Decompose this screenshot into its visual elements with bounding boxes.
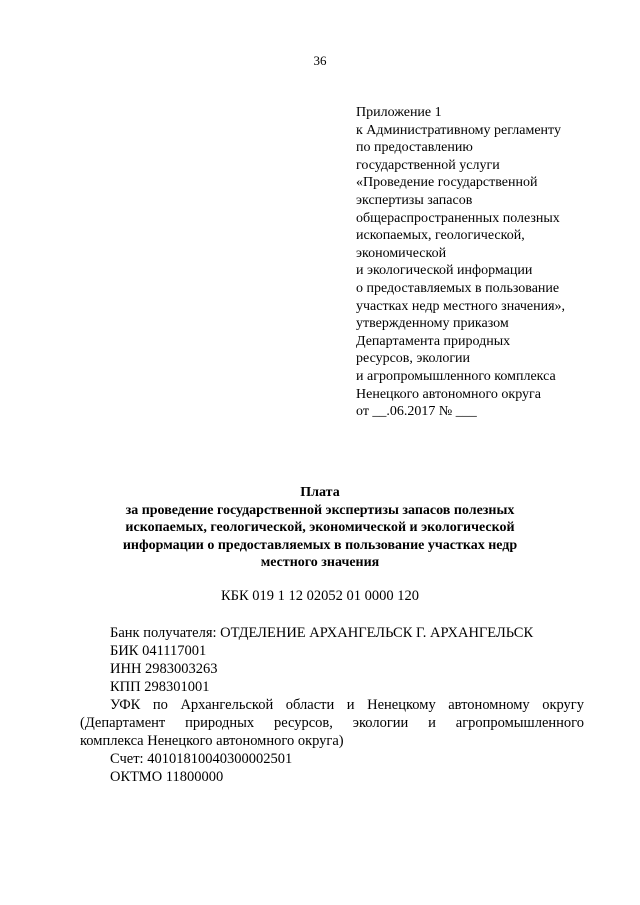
recipient-block [80, 696, 584, 750]
appendix-line: ресурсов, экологии [356, 351, 471, 367]
title-line: местного значения [260, 555, 380, 570]
bank-name: Банк получателя: ОТДЕЛЕНИЕ АРХАНГЕЛЬСК Г. АРХАНГЕЛЬСК [110, 625, 534, 641]
title-line: ископаемых, геологической, экономической и экологической [125, 520, 515, 535]
appendix-line: экспертизы запасов [356, 192, 473, 208]
appendix-line: Департамента природных [356, 333, 511, 349]
appendix-line: к Административному регламенту [356, 122, 561, 138]
appendix-line: общераспространенных полезных [356, 210, 560, 226]
title-line: информации о предоставляемых в пользование участках недр [122, 537, 518, 553]
appendix-line: по предоставлению [356, 140, 473, 156]
appendix-line: утвержденному приказом [356, 316, 509, 332]
appendix-line: «Проведение государственной [356, 175, 538, 191]
appendix-block [356, 104, 626, 421]
bik: БИК 041117001 [110, 643, 207, 659]
recipient-line: комплекса Ненецкого автономного округа) [80, 733, 344, 749]
oktmo-code: ОКТМО 11800000 [110, 769, 224, 785]
account-details [110, 750, 292, 786]
appendix-line: государственной услуги [356, 157, 500, 173]
bank-details [110, 624, 533, 696]
document-title [100, 484, 540, 572]
recipient-line: УФК по Архангельской области и Ненецкому автономному округу [110, 697, 584, 713]
appendix-line: Приложение 1 [356, 105, 442, 120]
appendix-line: о предоставляемых в пользование [356, 280, 560, 296]
title-line: Плата [300, 485, 340, 500]
account-number: Счет: 40101810040300002501 [110, 751, 293, 767]
appendix-line: и агропромышленного комплекса [356, 368, 556, 384]
appendix-line: от __.06.2017 № ___ [356, 404, 477, 420]
appendix-line: и экологической информации [356, 263, 533, 279]
inn: ИНН 2983003263 [110, 661, 218, 677]
appendix-line: участках недр местного значения», [356, 298, 566, 314]
appendix-line: ископаемых, геологической, [356, 228, 525, 244]
kbk-code: КБК 019 1 12 02052 01 0000 120 [220, 588, 420, 604]
title-line: за проведение государственной экспертизы запасов полезных [125, 502, 515, 518]
appendix-line: экономической [356, 245, 447, 261]
kpp: КПП 298301001 [110, 679, 210, 695]
recipient-line: (Департамент природных ресурсов, экологии и агропромышленного [80, 715, 584, 731]
appendix-line: Ненецкого автономного округа [356, 386, 541, 402]
page-number: 36 [313, 53, 327, 68]
